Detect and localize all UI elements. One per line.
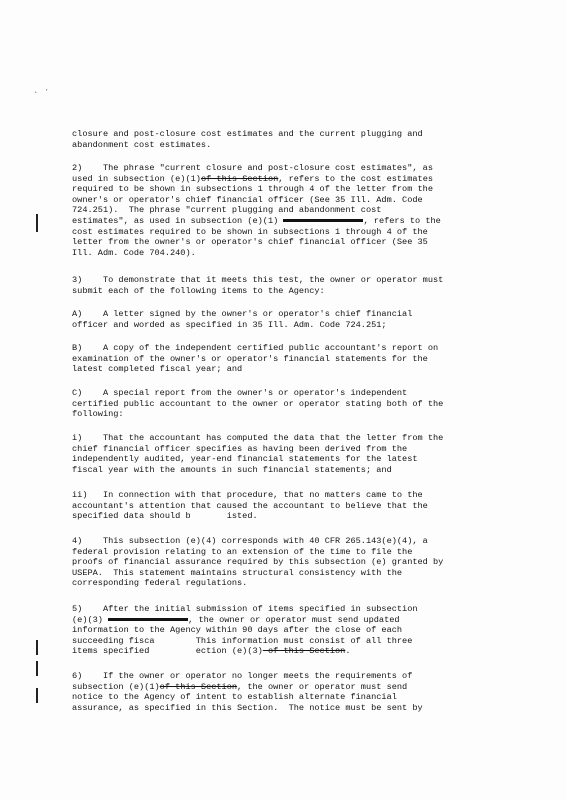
paragraph-C: C) A special report from the owner's or operator's independent certified public accountant to the owner or operator stating both of the following:: [72, 388, 444, 420]
paragraph-4: 4) This subsection (e)(4) corresponds with 40 CFR 265.143(e)(4), a federal provision relating to an extension of the time to file the proofs of financial assurance required by this subsection (e) granted by USEPA. This statement maintains structural consistency with the corresponding federal regulations.: [72, 536, 444, 589]
paragraph-B: B) A copy of the independent certified public accountant's report on examination of the owner's or operator's financial statements for the latest completed fiscal year; and: [72, 343, 439, 375]
paragraph-i: i) That the accountant has computed the data that the letter from the chief financial officer specifies as having been derived from the independently audited, year-end financial statements for the latest fiscal year with the amounts in such financial statements; and: [72, 433, 444, 475]
paragraph-5-text-a: 5) After the initial submission of items specified in subsection (e)(3): [72, 604, 418, 625]
paragraph-6-text-a: 6) If the owner or operator no longer meets the requirements of subsection (e)(1): [72, 671, 413, 692]
paragraph-6-text-b: , the owner or operator must send notice to the Agency of intent to establish alternate financial assurance, as specified in this Section. The notice must be sent by: [72, 681, 423, 713]
paragraph-3: 3) To demonstrate that it meets this test, the owner or operator must submit each of the following items to the Agency:: [72, 275, 444, 296]
paragraph-2-text-a: 2) The phrase "current closure and post-closure cost estimates", as used in subsection (e)(1): [72, 163, 433, 184]
stricken-text: of this Section: [159, 681, 238, 692]
paragraph-2: [72, 163, 482, 258]
revision-bar: [36, 688, 38, 703]
paragraph-2-text-c: , refers to the cost estimates required to be shown in subsections 1 through 4 of the letter from the owner's or operator's chief financial officer (See 35 Ill. Adm. Code 704.240).: [72, 215, 441, 258]
scan-artifact-marks: . ·: [33, 86, 50, 96]
redaction-mark: [283, 219, 363, 222]
stricken-text: of this Section: [200, 173, 279, 184]
paragraph-5-text-b: , the owner or operator must send updated information to the Agency within 90 days after the close of each succeeding fisca This information must consist of all three items specified ection (e)(3): [72, 614, 413, 657]
stricken-text: of this Section: [262, 646, 346, 657]
paragraph-6: [72, 671, 482, 713]
paragraph-5: [72, 604, 482, 657]
paragraph-intro: closure and post-closure cost estimates and the current plugging and abandonment cost estimates.: [72, 129, 423, 150]
paragraph-ii: ii) In connection with that procedure, that no matters came to the accountant's attention that caused the accountant to believe that the specified data should b isted.: [72, 490, 428, 522]
revision-bar: [36, 661, 38, 676]
paragraph-2-text-b: , refers to the cost estimates required to be shown in subsections 1 through 4 of the letter from the owner's or operator's chief financial officer (See 35 Ill. Adm. Code 724.251). The phrase "current plugging and abandonment cost estimates", as used in subsection (e)(1): [72, 173, 434, 226]
redaction-mark: [108, 618, 188, 621]
paragraph-A: A) A letter signed by the owner's or operator's chief financial officer and worded as specified in 35 Ill. Adm. Code 724.251;: [72, 309, 413, 330]
revision-bar: [36, 214, 38, 232]
paragraph-5-text-c: .: [345, 646, 351, 657]
revision-bar: [36, 640, 38, 655]
